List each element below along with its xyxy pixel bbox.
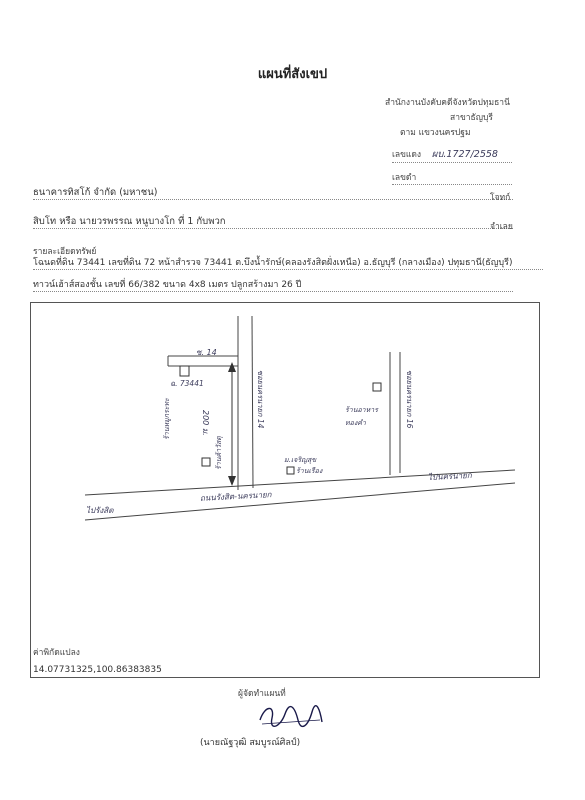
deed-plot [180,366,189,376]
case-value: ผบ.1727/2558 [431,149,498,160]
office-line-3-prefix: ตาม [400,128,416,138]
case-prefix: เลขแดง [392,150,422,160]
main-road-label: ถนนรังสิต-นครนายก [199,490,272,503]
coord-value: 14.07731325,100.86383835 [33,665,162,675]
property-line-1: โฉนดที่ดิน 73441 เลขที่ดิน 72 หน้าสำรวจ 73441 ต.บึงน้ำรักษ์(คลองรังสิตฝั่งเหนือ) อ.ธัญบุรี (กลางเมือง) ปทุมธานี(ธัญบุรี) [33,255,543,270]
page-title: แผนที่สังเขป [257,67,328,82]
maker-name: (นายณัฐวุฒิ สมบูรณ์ศิลป์) [200,738,301,748]
office-line-3-value: แขวงนครปฐม [418,128,471,138]
landmark-mid-label: ร้านอาหาร [345,406,378,414]
defendant-name: สิบโท หรือ นายวรพรรณ หนูบางโก ที่ 1 กับพวก [33,216,226,227]
property-line-2: ทาวน์เฮ้าส์สองชั้น เลขที่ 66/382 ขนาด 4x8 เมตร ปลูกสร้างมา 26 ปี [33,277,513,292]
office-line-1: สำนักงานบังคับคดีจังหวัดปทุมธานี [385,98,510,108]
soi-right-edge [252,316,253,488]
landmark-mid2-label: ม.เจริญสุข [284,456,317,464]
arrow-head-top [228,362,236,372]
distance-label: 200 ม. [201,410,210,436]
signature [250,700,330,732]
maker-label: ผู้จัดทำแผนที่ [238,689,286,699]
vertical-road-2-label: ซอยนครนายก 16 [405,370,414,429]
maker-name-text: นายณัฐวุฒิ สมบูรณ์ศิลป์ [203,738,297,748]
deed-label: ฉ. 73441 [170,379,204,388]
defendant-role: จำเลย [490,222,513,232]
plaintiff-role: โจทก์ [490,193,511,203]
coord-label: ค่าพิกัดแปลง [33,648,80,658]
main-road-bottom-edge [85,483,515,520]
landmark-left2-label: ร้านค้าวัสดุ [215,436,223,470]
property-label: รายละเอียดทรัพย์ [33,247,97,257]
to-rangsit-label: ไปรังสิต [86,506,114,515]
landmark-box-right [373,383,381,391]
office-line-2: สาขาธัญบุรี [450,113,493,123]
landmark-left-label: ร้านหมูกระทะ [163,398,171,440]
landmark-right2-label: ทองคำ [345,419,366,427]
landmark-box-mid [287,467,294,474]
plaintiff-name: ธนาคารทิสโก้ จำกัด (มหาชน) [33,187,158,198]
landmark-box-left [202,458,210,466]
arrow-head-bottom [228,476,236,486]
soi-label: ซ. 14 [196,348,217,357]
vertical-road-1-label: ซอยนครนายก 14 [256,370,265,429]
to-nakhonnayok-label: ไปนครนายก [427,470,472,483]
black-case-label: เลขดำ [392,173,417,183]
landmark-right-label: ร้านเรือง [296,467,323,475]
